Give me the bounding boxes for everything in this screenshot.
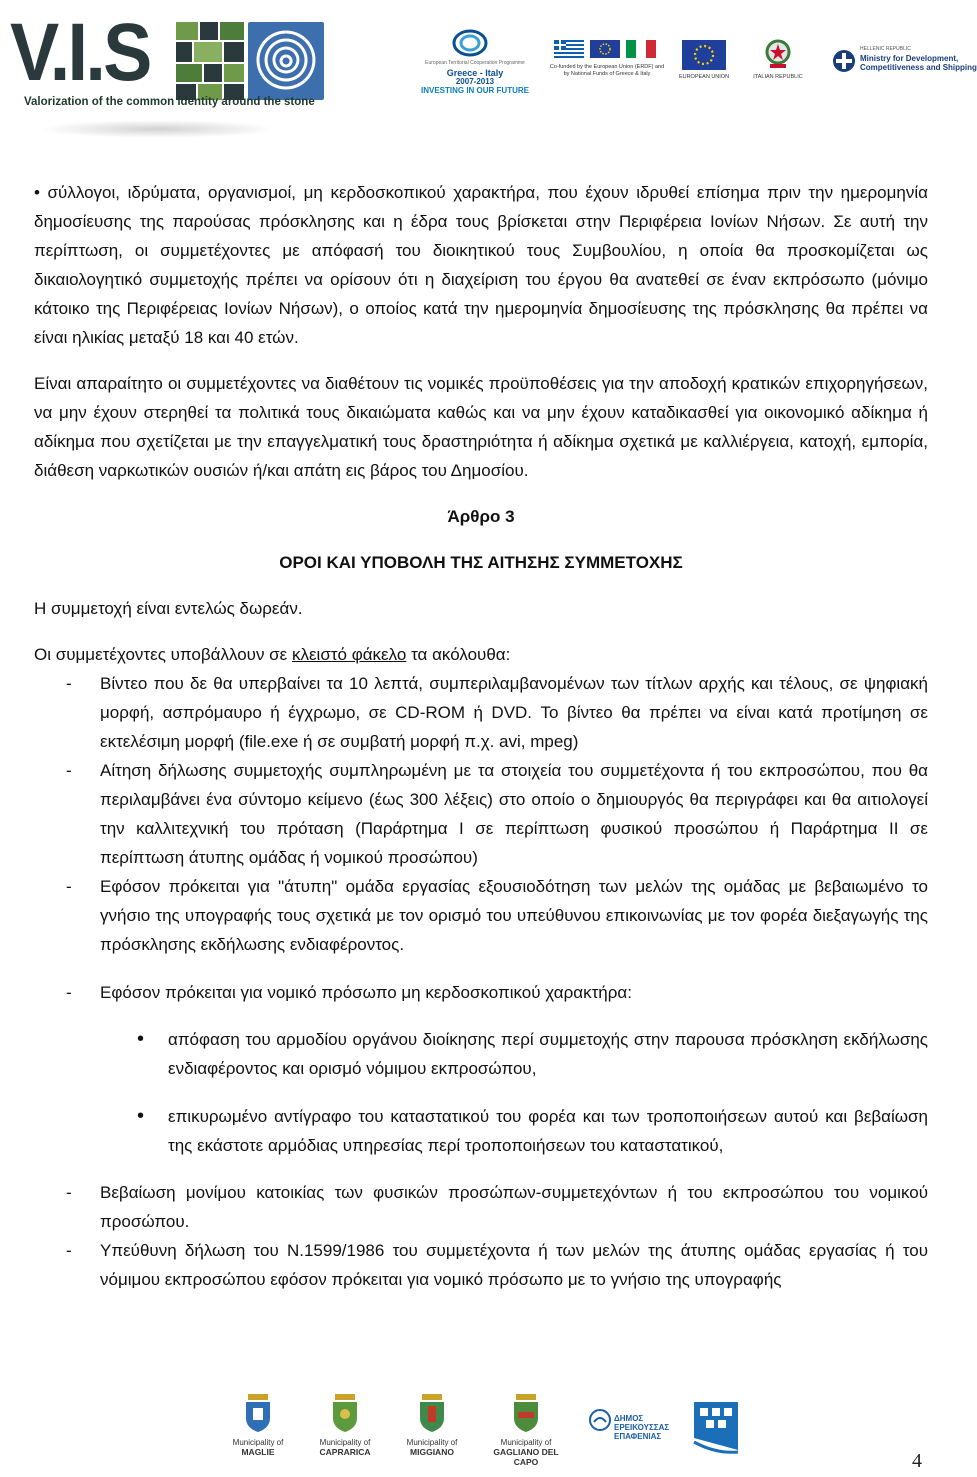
ministry-logo [832,46,977,118]
eu-label: EUROPEAN UNION [678,74,730,80]
italian-flag-icon [626,40,656,58]
submission-intro-start: Οι συμμετέχοντες υποβάλλουν σε [34,645,292,664]
municipality-name: MAGLIE [241,1447,275,1457]
list-dash: - [66,761,72,780]
list-item-text: Εφόσον πρόκειται για νομικό πρόσωπο μη κερδοσκοπικού χαρακτήρα: [100,983,632,1002]
miggiano-crest-icon [418,1394,446,1432]
eu-flag-small-icon [590,40,620,58]
vis-logo-title: V.I.S [10,7,150,98]
caprarica-crest-icon [331,1394,359,1432]
municipality-label: Municipality of [406,1438,458,1447]
submission-intro [34,640,928,669]
list-item [34,756,928,872]
list-item-text: Βεβαίωση μονίμου κατοικίας των φυσικών προσώπων-συμμετεχόντων ή του εκπροσώπου του νομικού προσώπου. [100,1183,928,1231]
ministry-line2: Competitiveness and Shipping [860,63,977,72]
cofunded-text: Co-funded by the European Union (ERDF) and by National Funds of Greece & Italy [549,64,665,77]
list-item [34,978,928,1007]
eu-flag-icon [682,40,726,70]
stone-mosaic-icon [136,18,326,104]
list-item-text: Βίντεο που δε θα υπερβαίνει τα 10 λεπτά, συμπεριλαμβανομένων των τίτλων αρχής και τέλους, σε ψηφιακή μορφή, ασπρόμαυρο ή έγχρωμο, σε CD-ROM ή DVD. Το βίντεο θα πρέπει να είναι κατά προτίμηση σε εκτελέσιμη μορφή (file.exe ή σε συμβατή μορφή π.χ. avi, mpeg) [100,674,928,751]
vis-logo-tagline: Valorization of the common identity around the stone [24,96,315,108]
gagliano-crest-icon [512,1394,540,1432]
list-dash: - [66,1241,72,1260]
cofunded-logo [548,40,666,112]
greek-seal-icon [832,48,856,74]
greece-italy-small-text: European Territorial Cooperation Programme [425,60,525,66]
demos-emblem-icon [588,1408,612,1432]
municipality-logo-maglie [218,1394,298,1464]
municipality-name: MIGGIANO [410,1447,454,1457]
demos-line2: ΕΡΕΙΚΟΥΣΣΑΣ [614,1423,670,1432]
list-item-text: Εφόσον πρόκειται για "άτυπη" ομάδα εργασίας εξουσιοδότηση των μελών της ομάδας με βεβαιωμένο το γνήσιο της υπογραφής τους σχετικά με τον ορισμό του υπεύθυνου επικοινωνίας με τον φορέα διεξαγωγής της πρόσκλησης εκδήλωσης ενδιαφέροντος. [100,877,928,954]
greece-italy-programme-logo [420,26,530,98]
list-dash: - [66,877,72,896]
italian-emblem-icon [764,38,792,70]
demos-line3: ΕΠΑΦΕΝΙΑΣ [614,1432,662,1441]
article-heading: ΟΡΟΙ ΚΑΙ ΥΠΟΒΟΛΗ ΤΗΣ ΑΙΤΗΣΗΣ ΣΥΜΜΕΤΟΧΗΣ [279,553,683,572]
greek-flag-icon [554,40,584,58]
list-item [34,1178,928,1236]
municipality-logo-miggiano [392,1394,472,1464]
greece-italy-swirl-icon [450,28,490,58]
document-body [34,178,928,1294]
page-header [0,0,977,140]
list-dash: - [66,983,72,1002]
demos-line1: ΔΗΜΟΣ [614,1414,644,1423]
free-participation-text: Η συμμετοχή είναι εντελώς δωρεάν. [34,599,303,618]
sub-list-item [34,1102,928,1160]
italian-republic-logo [753,38,803,110]
page-footer [0,1388,960,1477]
logo-shadow [38,120,278,138]
municipality-name: GAGLIANO DEL CAPO [493,1447,559,1467]
bullet-marker: • [137,1028,145,1050]
municipality-label: Municipality of [232,1438,284,1447]
submission-intro-end: τα ακόλουθα: [406,645,511,664]
municipality-logo-caprarica [305,1394,385,1464]
demos-text [614,1414,669,1441]
sub-list-item-text: απόφαση του αρμοδίου οργάνου διοίκησης περί συμμετοχής στην παρουσα πρόσκληση εκδήλωσης ενδιαφέροντος και ορισμό νόμιμου εκπροσώπου, [168,1030,928,1078]
requirements-paragraph: Είναι απαραίτητο οι συμμετέχοντες να διαθέτουν τις νομικές προϋποθέσεις για την αποδοχή κρατικών επιχορηγήσεων, να μην έχουν στερηθεί τα πολιτικά τους δικαιώματα καθώς και να μην έχουν καταδικασθεί για οικονομικό αδίκημα ή αδίκημα που σχετίζεται με την επαγγελματική τους δραστηριότητα ή αδίκημα σχετικά με καλλιέργεια, κατοχή, εμπορία, διάθεση ναρκωτικών ουσιών ή/και απάτη εις βάρος του Δημοσίου. [34,374,928,480]
ministry-small-text: HELLENIC REPUBLIC [860,46,911,52]
italy-label: ITALIAN REPUBLIC [753,74,803,80]
eligibility-paragraph: • σύλλογοι, ιδρύματα, οργανισμοί, μη κερδοσκοπικού χαρακτήρα, που έχουν ιδρυθεί επίσημα πριν την ημερομηνία δημοσίευσης της παρούσας πρόσκλησης και η έδρα τους βρίσκεται στην Περιφέρεια Ιονίων Νήσων. Σε αυτή την περίπτωση, οι συμμετέχοντες με απόφασή του διοικητικού τους Συμβουλίου, η οποία θα προσκομίζεται ως δικαιολογητικό συμμετοχής πρέπει να ορίσουν ότι η διαχείριση του έργου θα ανατεθεί σε έναν εκπρόσωπο (μόνιμο κάτοικο της Περιφέρειας Ιονίων Νήσων), ο οποίος κατά την ημερομηνία δημοσίευσης της πρόσκλησης θα πρέπει να είναι ηλικίας μεταξύ 18 και 40 ετών. [34,183,928,347]
list-dash: - [66,674,72,693]
list-item-text: Αίτηση δήλωσης συμμετοχής συμπληρωμένη με τα στοιχεία του συμμετέχοντα ή του εκπροσώπου, που θα περιλαμβάνει ένα σύντομο κείμενο (έως 300 λέξεις) στο οποίο ο δημιουργός θα περιγράφει και θα αιτιολογεί την καλλιτεχνική του πρόταση (Παράρτημα Ι σε περίπτωση φυσικού προσώπου ή Παράρτημα ΙΙ σε περίπτωση άτυπης ομάδας ή νομικού προσώπου) [100,761,928,867]
sub-list-item [34,1025,928,1083]
list-item [34,872,928,959]
list-item-text: Υπεύθυνη δήλωση του Ν.1599/1986 του συμμετέχοντα ή των μελών της άτυπης ομάδας εργασίας ή του νόμιμου εκπροσώπου εφόσον πρόκειται για νομικό πρόσωπο με το γνήσιο της υπογραφής [100,1241,928,1289]
ministry-line1: Ministry for Development, [860,54,959,63]
bullet-marker: • [137,1105,145,1127]
municipality-name: CAPRARICA [319,1447,371,1457]
european-union-logo [678,40,730,112]
page-number: 4 [912,1450,922,1472]
greece-italy-motto: INVESTING IN OUR FUTURE [420,86,529,95]
list-item [34,1236,928,1294]
vis-logo [8,8,328,138]
municipality-label: Municipality of [500,1438,552,1447]
municipality-logo-gagliano [486,1394,566,1467]
greece-italy-years: 2007-2013 [455,77,495,86]
list-dash: - [66,1183,72,1202]
ministry-name [860,54,977,72]
sub-list-item-text: επικυρωμένο αντίγραφο του καταστατικού του φορέα και των τροποποιήσεων αυτού και βεβαίωση της εκάστοτε αρμόδιας υπηρεσίας περί τροποποιήσεων του καταστατικού, [168,1107,928,1155]
closed-envelope-text: κλειστό φάκελο [291,645,407,664]
demos-logo [582,1408,682,1448]
municipality-label: Municipality of [319,1438,371,1447]
maglie-crest-icon [244,1394,272,1432]
greece-italy-name: Greece - Italy [446,68,504,78]
list-item [34,669,928,756]
tiles-logo-icon [692,1398,740,1458]
article-title: Άρθρο 3 [447,507,515,526]
